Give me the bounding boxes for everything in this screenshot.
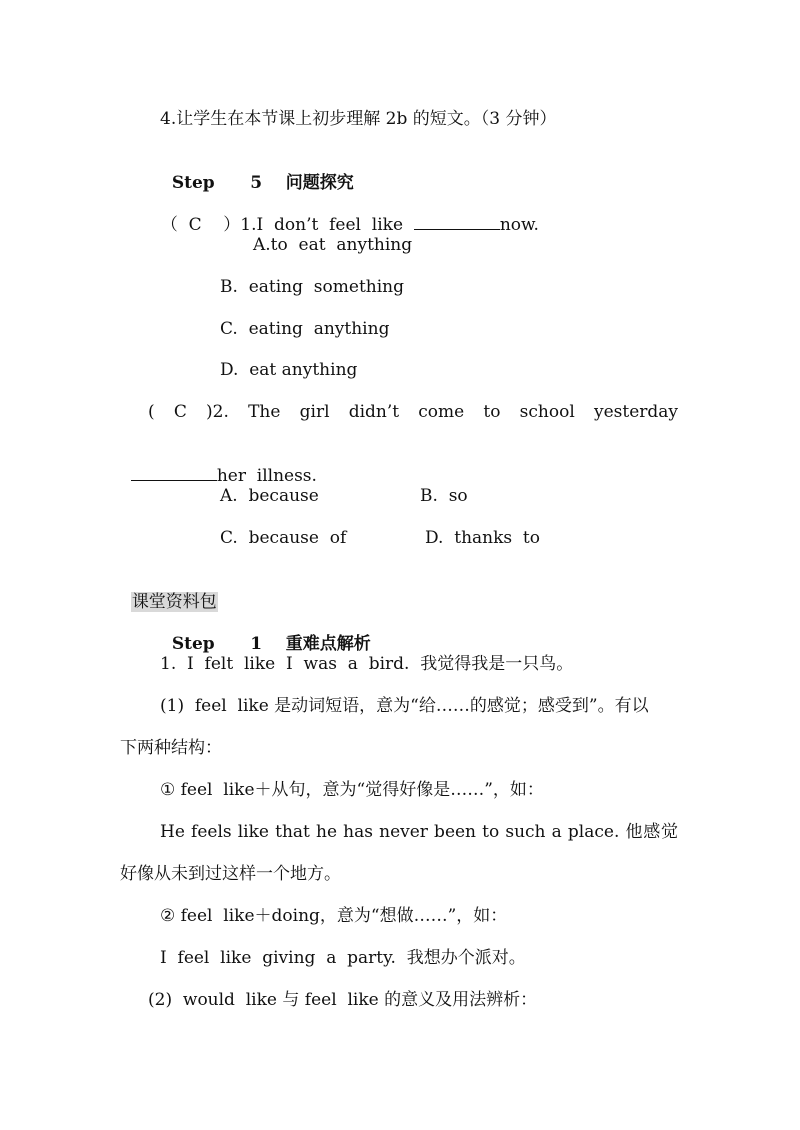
q2-option-c: C. because of xyxy=(220,528,347,548)
question-2-line2 xyxy=(120,443,317,487)
question-2-line1 xyxy=(148,401,678,423)
q1-option-c: C. eating anything xyxy=(220,319,390,339)
q1-paren-close: ） xyxy=(223,215,241,235)
example-1-line1: He feels like that he has never been to such a place. 他感觉 xyxy=(160,822,678,842)
q1-option-d: D. eat anything xyxy=(220,360,358,380)
q2-option-a: A. because xyxy=(220,486,319,506)
step1-title: 重难点解析 xyxy=(285,634,371,654)
q2-answer: C xyxy=(173,402,187,422)
q2-token: to xyxy=(483,402,501,422)
question-1 xyxy=(150,192,539,236)
point-1-sub-2: (2) would like 与 feel like 的意义及用法辨析： xyxy=(148,990,538,1010)
structure-1: ① feel like＋从句，意为“觉得好像是……”，如： xyxy=(160,780,544,800)
step5-word: Step xyxy=(171,173,215,193)
q2-option-d: D. thanks to xyxy=(425,528,540,548)
q2-blank xyxy=(131,466,217,481)
q2-token: come xyxy=(418,402,465,422)
q1-paren-open: （ xyxy=(160,215,178,235)
section-label-highlight: 课堂资料包 xyxy=(131,592,217,612)
q1-stem-before: 1.I don’t feel like xyxy=(240,215,414,235)
example-2: I feel like giving a party. 我想办个派对。 xyxy=(160,948,526,968)
example-1-line2: 好像从未到过这样一个地方。 xyxy=(120,864,341,884)
intro-line: 4.让学生在本节课上初步理解 2b 的短文。（3 分钟） xyxy=(160,109,557,129)
q2-option-b: B. so xyxy=(420,486,468,506)
q2-line2-after: her illness. xyxy=(216,466,317,486)
q2-token: yesterday xyxy=(593,402,678,422)
step5-num: 5 xyxy=(250,173,263,193)
structure-2: ② feel like＋doing，意为“想做……”，如： xyxy=(160,906,508,926)
section-label xyxy=(120,569,218,613)
q1-option-a: A.to eat anything xyxy=(253,235,413,255)
step1-num: 1 xyxy=(250,634,263,654)
q2-token: didn’t xyxy=(348,402,400,422)
q2-token: ( xyxy=(148,402,155,422)
point-1: 1. I felt like I was a bird. 我觉得我是一只鸟。 xyxy=(160,654,574,674)
q2-token: girl xyxy=(299,402,330,422)
q1-blank xyxy=(414,215,500,230)
step1-word: Step xyxy=(171,634,215,654)
q2-token: The xyxy=(248,402,281,422)
q1-option-b: B. eating something xyxy=(220,277,404,297)
q2-token: )2. xyxy=(206,402,229,422)
step5-title: 问题探究 xyxy=(285,173,354,193)
q1-answer: C xyxy=(188,215,202,235)
step5-heading xyxy=(160,150,354,194)
step1-heading xyxy=(160,611,371,655)
q1-stem-after: now. xyxy=(499,215,539,235)
q2-token: school xyxy=(519,402,575,422)
point-1-sub-1-line1: (1) feel like 是动词短语，意为“给……的感觉；感受到”。有以 xyxy=(160,696,649,716)
point-1-sub-1-line2: 下两种结构： xyxy=(120,738,222,758)
